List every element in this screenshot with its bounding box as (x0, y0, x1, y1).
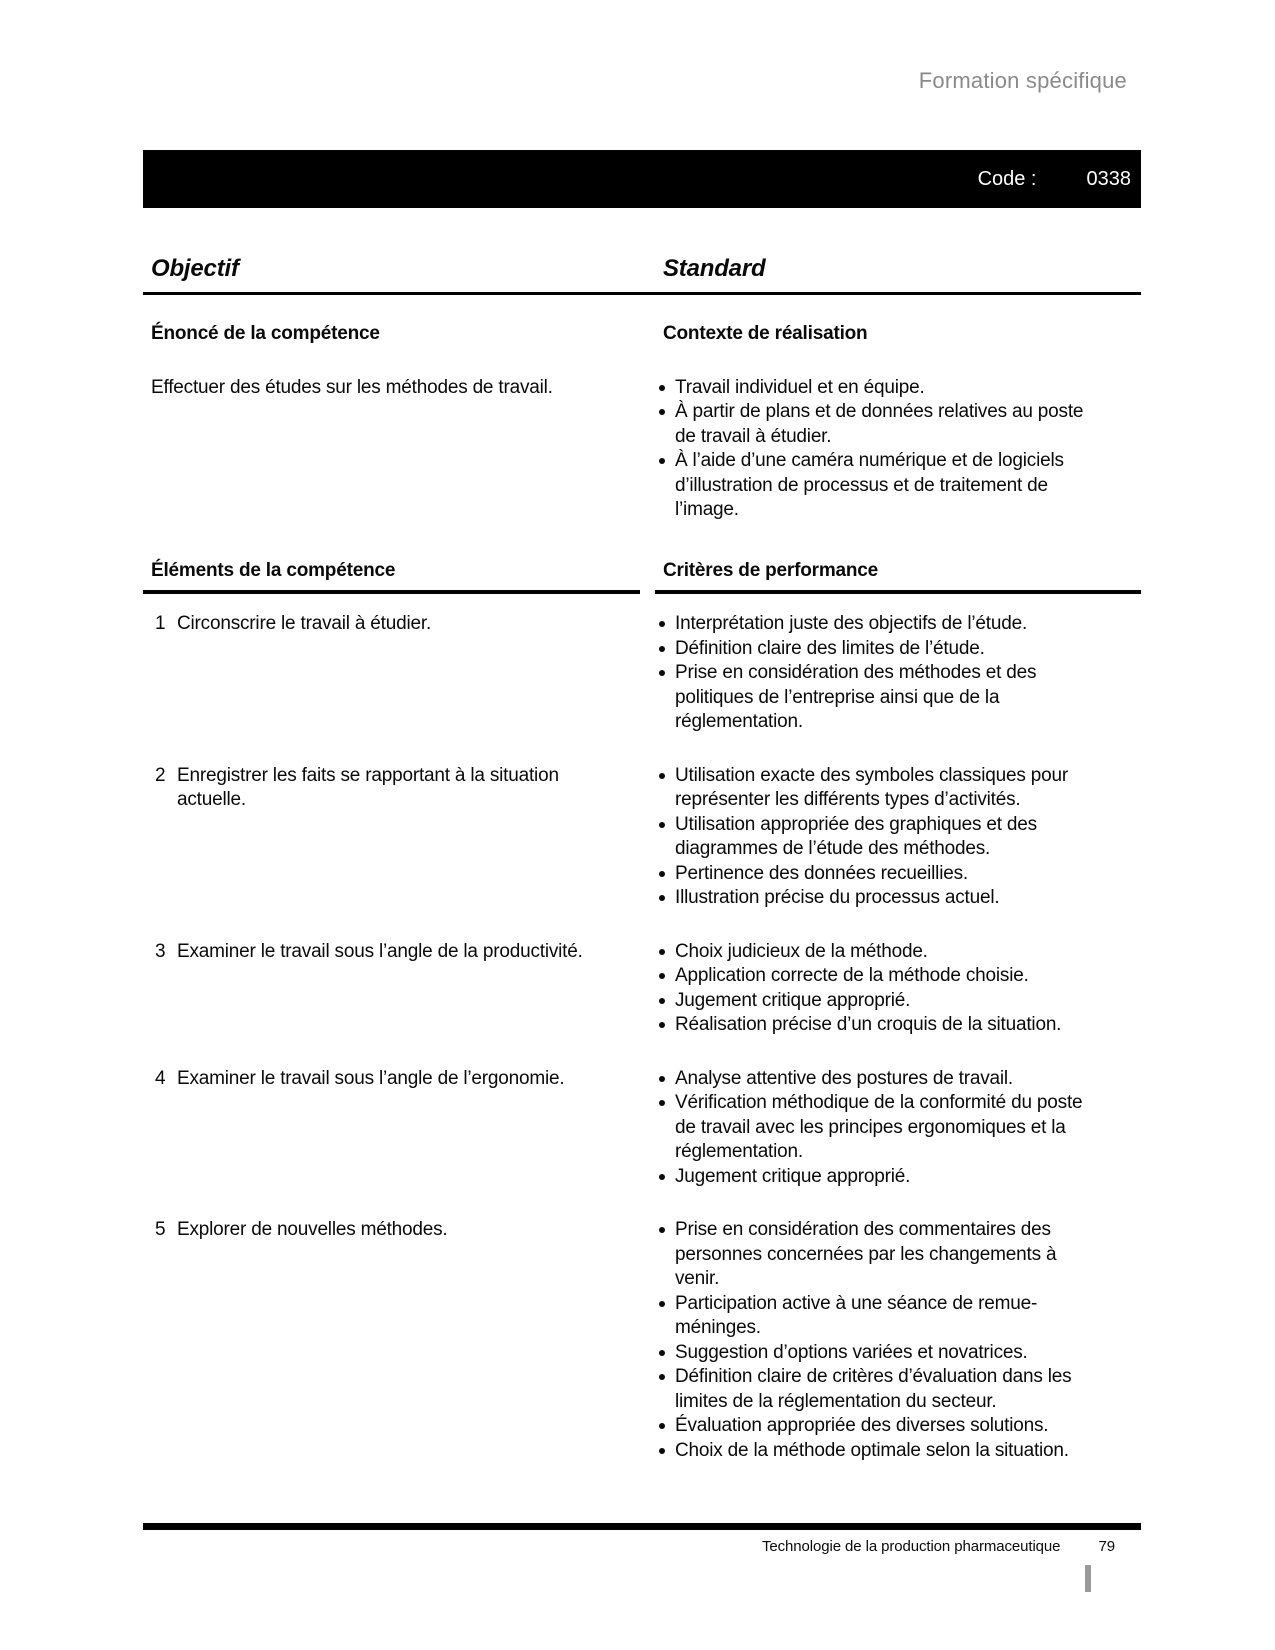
criteria-item: Prise en considération des commentaires des personnes concernées par les changements à venir. (655, 1218, 1105, 1292)
criteria-item: Utilisation exacte des symboles classiques pour représenter les différents types d’activités. (655, 764, 1105, 813)
item-number: 5 (155, 1219, 166, 1240)
enonce-text: Effectuer des études sur les méthodes de travail. (151, 376, 553, 398)
criteria-item: Pertinence des données recueillies. (655, 862, 1105, 887)
code-value: 0338 (1086, 167, 1131, 190)
criteria-item: Définition claire de critères d’évaluation dans les limites de la réglementation du secteur. (655, 1365, 1105, 1414)
section-label: Formation spécifique (918, 68, 1127, 93)
competence-item (143, 1067, 1141, 1190)
competence-right-col (655, 322, 1141, 523)
code-bar (143, 150, 1141, 208)
criteria-item: Participation active à une séance de remue-méninges. (655, 1292, 1105, 1341)
item-number: 1 (155, 613, 166, 634)
footer-accent-bar (1085, 1565, 1091, 1592)
competence-item (143, 940, 1141, 1038)
criteria-item: Choix judicieux de la méthode. (655, 940, 1105, 965)
contexte-heading: Contexte de réalisation (663, 323, 868, 344)
criteria-item: Définition claire des limites de l’étude. (655, 637, 1105, 662)
criteria-item: Évaluation appropriée des diverses solutions. (655, 1414, 1105, 1439)
standard-title: Standard (663, 255, 766, 282)
elements-header-row (143, 560, 1141, 594)
criteria-list (655, 612, 1141, 735)
bullet-item: À partir de plans et de données relatives au poste de travail à étudier. (655, 400, 1105, 449)
criteria-list (655, 1067, 1141, 1190)
item-left (143, 940, 640, 1038)
competence-left-col (143, 322, 640, 523)
criteria-item: Analyse attentive des postures de travail. (655, 1067, 1105, 1092)
objectif-title: Objectif (151, 255, 239, 282)
criteria-item: Application correcte de la méthode choisie. (655, 964, 1105, 989)
criteria-list (655, 940, 1141, 1038)
item-text: Circonscrire le travail à étudier. (177, 613, 432, 634)
enonce-heading: Énoncé de la compétence (151, 323, 380, 344)
item-number: 2 (155, 764, 166, 786)
elements-heading: Éléments de la compétence (143, 560, 640, 594)
competence-section (143, 322, 1141, 523)
item-text: Enregistrer les faits se rapportant à la situation actuelle. (177, 764, 559, 810)
competence-item (143, 764, 1141, 911)
item-left (143, 1067, 640, 1190)
item-left (143, 764, 640, 911)
criteria-item: Interprétation juste des objectifs de l’étude. (655, 612, 1105, 637)
contexte-bullet-list (655, 376, 1141, 523)
item-text: Examiner le travail sous l’angle de la productivité. (177, 940, 583, 962)
bullet-item: À l’aide d’une caméra numérique et de logiciels d’illustration de processus et de traitement de l’image. (655, 449, 1105, 523)
criteria-item: Jugement critique approprié. (655, 989, 1105, 1014)
item-text: Examiner le travail sous l’angle de l’ergonomie. (177, 1067, 565, 1089)
criteria-item: Vérification méthodique de la conformité du poste de travail avec les principes ergonomiques et la réglementation. (655, 1091, 1105, 1165)
competence-item (143, 1218, 1141, 1463)
footer (143, 1538, 1141, 1555)
competence-item (143, 612, 1141, 735)
criteria-item: Suggestion d’options variées et novatrices. (655, 1341, 1105, 1366)
item-left (143, 612, 640, 735)
competence-items (143, 612, 1141, 1492)
footer-text: Technologie de la production pharmaceutique (762, 1538, 1061, 1555)
item-text: Explorer de nouvelles méthodes. (177, 1219, 448, 1240)
item-number: 4 (155, 1067, 166, 1089)
footer-page-number: 79 (1098, 1538, 1115, 1555)
criteria-item: Illustration précise du processus actuel. (655, 886, 1105, 911)
criteres-heading: Critères de performance (655, 560, 1141, 594)
criteria-item: Prise en considération des méthodes et des politiques de l’entreprise ainsi que de la réglementation. (655, 661, 1105, 735)
item-left (143, 1218, 640, 1463)
item-number: 3 (155, 940, 166, 962)
criteria-item: Jugement critique approprié. (655, 1165, 1105, 1190)
column-title-row (143, 255, 1141, 295)
criteria-item: Réalisation précise d’un croquis de la situation. (655, 1013, 1105, 1038)
code-label: Code : (977, 167, 1037, 190)
criteria-item: Utilisation appropriée des graphiques et des diagrammes de l’étude des méthodes. (655, 813, 1105, 862)
footer-rule (143, 1523, 1141, 1530)
criteria-list (655, 1218, 1141, 1463)
bullet-item: Travail individuel et en équipe. (655, 376, 1105, 401)
criteria-list (655, 764, 1141, 911)
criteria-item: Choix de la méthode optimale selon la situation. (655, 1439, 1105, 1464)
